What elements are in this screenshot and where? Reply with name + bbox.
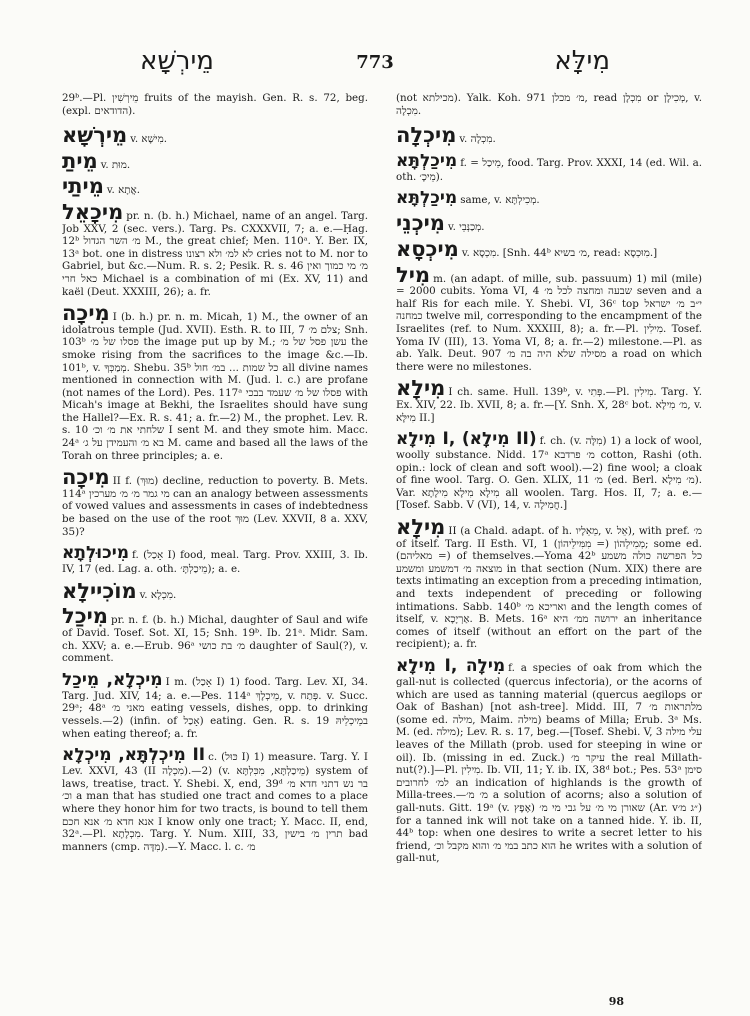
entry-headword: מִילָא [396,376,446,401]
header-left-catchword: מֵירְשָׁא [140,46,214,76]
entry-definition: v. אֲתָא. [106,184,140,197]
dictionary-entry [62,148,368,173]
entry-headword: מֵירְשָׁא [62,123,128,148]
entry-definition: v. מִכְלָא. [139,588,177,601]
entry-definition: v. מוּת. [100,158,131,171]
dictionary-entry [396,151,702,184]
header-right-catchword: מִילָּא [554,46,610,76]
entry-headword: מִיכוּלְתָא [62,543,130,564]
entry-headword: מִיכַל [62,604,108,629]
dictionary-entry [396,262,702,374]
dictionary-entry [62,303,368,462]
dictionary-entry [62,92,368,117]
page-header [60,46,690,86]
dictionary-entry [62,125,368,146]
entry-definition: 29ᵇ.—Pl. מֵירְשִׁין fruits of the mayish. Gen. R. s. 72, beg. (expl. הדודאים). [62,92,368,117]
entry-headword: מִיכְנֵי [396,211,445,236]
entry-definition: f. (אָכַל I) food, meal. Targ. Prov. XXIII, 3. Ib. IV, 17 (ed. Lag. a. oth. מֵיכַלְתָּ׳); a. e. [62,549,368,576]
dictionary-entry [62,578,368,603]
entry-definition: m. (an adapt. of mille, sub. passuum) 1) mil (mile) = 2000 cubits. Yoma VI, 4 שבעה ומחצה לכל מ׳ seven and a half Ris for each mile. Y. Shebi. VI, 36ᶜ top י״ב מ׳ ישראל כמחנה twelve mil, corresponding to the encampment of the Israelites (ref. to Num. XXXIII, 8); a. fr.—Pl. מִילִין. Tosef. Yoma IV (III), 13. Yoma VI, 8; a. fr.—2) milestone.—Pl. as ab. Yalk. Deut. 907 מסילה שלא היה בה מ׳ a road on which there were no milestones. [396,272,702,373]
entry-headword: מִיכְלָא, מֵיכַל [62,669,163,690]
dictionary-entry [396,92,702,117]
dictionary-entry [396,517,702,651]
entry-headword: מִיכְסָא [396,236,459,261]
entry-headword: מִיכְלְתָּא, מִיכְלָא II [62,745,206,766]
entry-headword: מִיכְלָה [396,123,457,148]
dictionary-entry [396,378,702,424]
entry-definition: II f. (מוּךְ) decline, reduction to poverty. B. Mets. 114ᵃ מי גמר מ׳ מ׳ מערכין can an analogy between assessments of vowed values and assessments in cases of indebtedness be based on the use of the root מוּךְ (Lev. XXVII, 8 a. XXV, 35)? [62,475,368,538]
dictionary-entry [62,606,368,664]
right-column [396,92,702,984]
entry-headword: מִיכַלְתָּא [396,150,458,171]
dictionary-entry [396,188,702,208]
entry-definition: same, v. מְכִילְתָּא. [460,194,540,207]
entry-definition: (not מכילתא). Yalk. Koh. 971 מ׳ מכלן, read מִכְלָן or מְכִילָן, v. מִכְלָה. [396,92,702,117]
entry-definition: I (b. h.) pr. n. m. Micah, 1) M., the owner of an idolatrous temple (Jud. XVII). Esth. R. to III, 7 צלם מ׳; Snh. 103ᵇ פסלו של מ׳ the image put up by M.; עשן פסל של מ׳ the smoke rising from the sacrifices to the image &c.—Ib. 101ᵇ, v. מְמַכְּךָ. Shebu. 35ᵇ כל שמות ... במ׳ חול all divine names mentioned in connection with M. (Jud. l. c.) are profane (not names of the Lord). Pes. 117ᵃ פסלו של מ׳ שעמד בבכי with Micah's image at Bekhi, the Israelites should have sung the Hallel?—Ex. R. s. 41; a. fr.—2) M., the prophet. Lev. R. s. 10 שלחתי את מ׳ וכ׳ I sent M. and they smote him. Macc. 24ᵃ בא מ׳ והעמידן על ג׳ M. came and based all the laws of the Torah on three principles; a. e. [62,311,368,462]
dictionary-entry [62,745,368,853]
entry-definition: f. ch. (v. מִלָּה) 1) a lock of wool, woolly substance. Nidd. 17ᵃ מ׳ פרדבא cotton, Rashi (oth. opin.: lock of clean and soft wool).—2) fine wool; a cloak of fine wool. Targ. O. Gen. XLIX, 11 מ׳ (ed. Berl. מ׳ מִילָא). Var. מִילָא מִילָא מִילָתָא all woolen. Targ. Hos. II, 7; a. e.—[Tosef. Sabb. V (VI), 14, v. חֲמִילָה.] [396,435,702,512]
entry-definition: f. = מֵיכַל, food. Targ. Prov. XXXI, 14 (ed. Wil. a. oth. מֵיכָ׳). [396,156,702,183]
entry-definition: I ch. same. Hull. 139ᵇ, v. פְּתִי.—Pl. מִילִין. Targ. Y. Ex. XIV, 22. Ib. XVII, 8; a. fr.—[Y. Snh. X, 28ᶜ bot. מ׳ מִילָא, v. מִילָּא II.] [396,386,702,424]
entry-headword: מִיל [396,262,431,287]
entry-definition: v. מִישָׁא. [130,133,167,146]
entry-headword: מִילָא I, מִילָה [396,656,506,676]
dictionary-entry [62,176,368,197]
dictionary-entry [396,213,702,234]
entry-definition: pr. n. (b. h.) Michael, name of an angel. Targ. Job XXV, 2 (sec. vers.). Targ. Ps. CXXXVII, 7; a. e.—Ḥag. 12ᵇ מ׳ השר הגדול M., the great chief; Men. 110ᵃ. Y. Ber. IX, 13ᵃ bot. one in distress לא למ׳ ולא רצונו cries not to M. nor to Gabriel, but &c.—Num. R. s. 2; Pesik. R. s. 46 מ׳ מי כמוך ואין כאל חרי Michael is a combination of mi (Ex. XV, 11) and kaël (Deut. XXXIII, 26); a. fr. [62,209,368,298]
entry-definition: I m. (אָכַל I) 1) food. Targ. Lev. XI, 34. Targ. Jud. XIV, 14; a. e.—Pes. 114ᵃ מֵיכְלָךְ, v. פְּתַח. v. Succ. 29ᵃ; 48ᵃ מאני מ׳ eating vessels, dishes, opp. to drinking vessels.—2) (infin. of אָכַל) eating. Gen. R. s. 19 במֵיכְלֵיהּ when eating thereof; a. fr. [62,675,368,740]
entry-definition: f. a species of oak from which the gall-nut is collected (quercus infectoria), or the acorns of which are used as tanning material (quercus aegilops or Oak of Bashan) [not ash-tree]. Midd. III, 7 מלתראות מ׳ (some ed. מילה, Maim. מילה) beams of Milla; Erub. 3ᵃ Ms. M. (ed. מילה); Lev. R. s. 17, beg.—[Tosef. Shebi. V, 3 עלי מילה leaves of the Millath (prob. used for steeping in wine or oil). Ib. (missing in ed. Zuck.) עיקר מ׳ the real Millath-nut(?).]—Pl. מִילִין. Ib. VII, 11; Y. ib. IX, 38ᵈ bot.; Pes. 53ᵃ סימן למ׳ לחרובים an indication of highlands is the growth of Milla-trees.—מ׳ מ׳ a solution of acorns; also a solution of gall-nuts. Gitt. 19ᵃ (v. אֶפֶץ) שאורן מי מ׳ על גבי מי מ׳ (Ar. v״ג מ׳) for a tanned ink will not take on a tanned hide. Y. ib. II, 44ᵇ top: when one desires to write a secret letter to his friend, הוא כתב במי מ׳ והוא מקבל וכ׳ he writes with a solution of gall-nut, [396,662,702,865]
entry-definition: pr. n. f. (b. h.) Michal, daughter of Saul and wife of David. Tosef. Sot. XI, 15; Snh. 19ᵇ. Ib. 21ᵃ. Midr. Sam. ch. XXV; a. e.—Erub. 96ᵃ מ׳ בת כושי daughter of Saul(?), v. comment. [62,614,368,665]
dictionary-entry [396,429,702,512]
entry-definition: c. (כּוּל I) 1) measure. Targ. Y. I Lev. XXVI, 43 (II מִכְלָה).—2) (v. מֵיכַלְתָּא, מִכִּלְתָּא) system of laws, treatise, tract. Y. Shebi. X, end, 39ᵈ בר נש דתני חדא מ׳ וכ׳ a man that has studied one tract and comes to a place where they honor him for two tracts, is bound to tell them אנא חדא מ׳ אנא חכם I know only one tract; Y. Macc. II, end, 32ᵃ.—Pl. מִכְלָתָא. Targ. Y. Num. XIII, 33, תרין מ׳ בישין bad manners (cmp. מִדָּה).—Y. Macc. l. c. מ׳ [62,751,368,853]
entry-headword: מוֹכִיילָא [62,578,137,603]
entry-definition: v. מִכְלָה. [459,133,496,146]
left-column [62,92,368,984]
dictionary-entry [62,467,368,538]
signature-number: 98 [608,995,624,1008]
entry-headword: מִילָא [396,515,446,540]
dictionary-entry [62,199,368,298]
entry-definition: II (a Chald. adapt. of h. מֵאֵלָיו, v. אֵל), with pref. מ׳ of itself. Targ. II Esth. VI, 1 (מִמִּילֵיהוֹן =) מְמִילְהוֹן; some ed. (מאליהם =) of themselves.—Yoma 42ᵇ כל הפרשה כולה משמע מוצאה מ׳ דמשמע ומשמע in that section (Num. XIX) there are texts intimating an exception from a preceding intimation, and texts independent of preceding or following intimations. Sabb. 140ᵇ ואריכא מ׳ and the length comes of itself, v. אַרְיָכָא. B. Mets. 16ᵃ ירושה ממ׳ היא an inheritance comes of itself (without an effort on the part of the recipient); a. fr. [396,525,702,651]
entry-headword: מִיכָה [62,301,110,326]
entry-headword: מֵיתַי [62,174,104,199]
entry-headword: מִיכָה [62,465,110,490]
entry-headword: מִיכַלְתָּא [396,188,458,209]
dictionary-entry [396,656,702,865]
entry-headword: מִילָא I, (מִילָא II) [396,429,537,450]
dictionary-entry [62,670,368,740]
entry-definition: v. מְכַנְּבֵי. [447,221,485,234]
entry-headword: מִיכָאֵל [62,199,124,224]
dictionary-entry [396,125,702,146]
dictionary-entry [62,543,368,576]
dictionary-entry [396,236,702,261]
entry-definition: v. מִכְסָא. [Snh. 44ᵇ מ׳ בשיא, read: מִוּכְסָא.] [461,246,658,259]
page-number: 773 [356,52,394,73]
entry-headword: מֵיתַ [62,148,98,173]
